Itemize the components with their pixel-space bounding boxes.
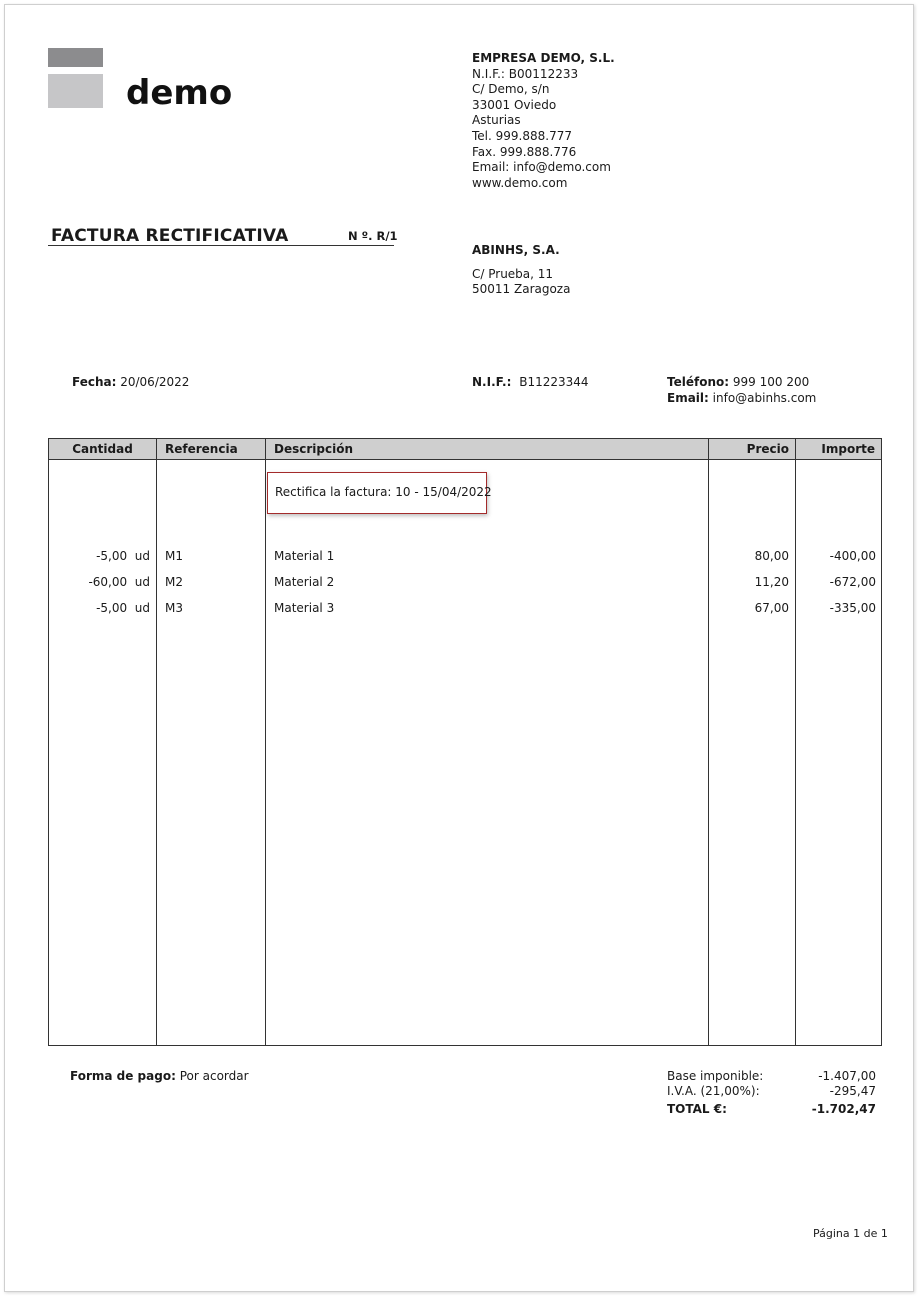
email-label: Email:: [667, 390, 709, 405]
rectification-note: Rectifica la factura: 10 - 15/04/2022: [275, 485, 492, 499]
client-info: [472, 243, 570, 298]
company-tel: Tel. 999.888.777: [472, 128, 572, 143]
client-name: ABINHS, S.A.: [472, 243, 560, 257]
column-divider: [708, 439, 709, 1045]
row-amount: -672,00: [829, 575, 876, 589]
iva-label: I.V.A. (21,00%):: [667, 1084, 760, 1098]
row-ref: M2: [165, 575, 183, 589]
row-amount: -400,00: [829, 549, 876, 563]
row-price: 11,20: [754, 575, 789, 589]
company-name: EMPRESA DEMO, S.L.: [472, 51, 615, 65]
row-amount: -335,00: [829, 601, 876, 615]
total-value: -1.702,47: [811, 1102, 876, 1116]
row-desc: Material 2: [274, 575, 335, 589]
totals-block: [667, 1069, 876, 1117]
totals-iva: [667, 1084, 876, 1099]
logo-mark-bottom: [48, 74, 103, 108]
company-web: www.demo.com: [472, 175, 568, 190]
page-number: Página 1 de 1: [813, 1227, 888, 1240]
nif-value: B11223344: [519, 375, 589, 389]
row-ref: M3: [165, 601, 183, 615]
row-qty: -5,00 ud: [96, 549, 150, 563]
phone-label: Teléfono:: [667, 375, 730, 389]
base-value: -1.407,00: [818, 1069, 876, 1083]
row-ref: M1: [165, 549, 183, 563]
totals-base: [667, 1069, 876, 1084]
row-qty: -5,00 ud: [96, 601, 150, 615]
iva-value: -295,47: [829, 1084, 876, 1098]
client-contact: [667, 375, 816, 406]
client-street: C/ Prueba, 11: [472, 266, 554, 281]
column-divider: [156, 439, 157, 1045]
column-divider: [265, 439, 266, 1045]
column-divider: [795, 439, 796, 1045]
header-ref: Referencia: [165, 442, 238, 456]
company-street: C/ Demo, s/n: [472, 82, 550, 97]
total-label: TOTAL €:: [667, 1102, 727, 1116]
header-amount: Importe: [821, 442, 875, 456]
header-desc: Descripción: [274, 442, 353, 456]
nif-label: N.I.F.:: [472, 375, 512, 389]
document-title: FACTURA RECTIFICATIVA: [51, 226, 289, 246]
invoice-date: [72, 375, 189, 391]
client-city: 50011 Zaragoza: [472, 282, 571, 297]
logo-text: demo: [126, 73, 233, 113]
document-title-block: [48, 226, 398, 246]
payment-label: Forma de pago:: [70, 1069, 176, 1083]
client-nif: [472, 375, 589, 391]
row-desc: Material 3: [274, 601, 335, 615]
company-info: [472, 51, 615, 191]
company-fax: Fax. 999.888.776: [472, 144, 577, 159]
email-value: info@abinhs.com: [712, 390, 817, 405]
row-desc: Material 1: [274, 549, 335, 563]
date-value: 20/06/2022: [120, 375, 190, 389]
company-nif: N.I.F.: B00112233: [472, 66, 579, 81]
document-number: N º. R/1: [348, 229, 398, 243]
company-city: 33001 Oviedo: [472, 97, 557, 112]
company-email: Email: info@demo.com: [472, 160, 611, 175]
header-price: Precio: [746, 442, 789, 456]
totals-total: [667, 1102, 876, 1117]
company-region: Asturias: [472, 113, 521, 128]
row-qty: -60,00 ud: [88, 575, 150, 589]
payment-value: Por acordar: [179, 1069, 249, 1083]
base-label: Base imponible:: [667, 1069, 764, 1083]
header-qty: Cantidad: [72, 442, 133, 456]
row-price: 80,00: [754, 549, 789, 563]
row-price: 67,00: [754, 601, 789, 615]
phone-value: 999 100 200: [732, 375, 810, 389]
logo-mark-top: [48, 48, 103, 67]
date-label: Fecha:: [72, 375, 117, 389]
items-table: [48, 438, 882, 1046]
payment-method: [70, 1069, 249, 1083]
